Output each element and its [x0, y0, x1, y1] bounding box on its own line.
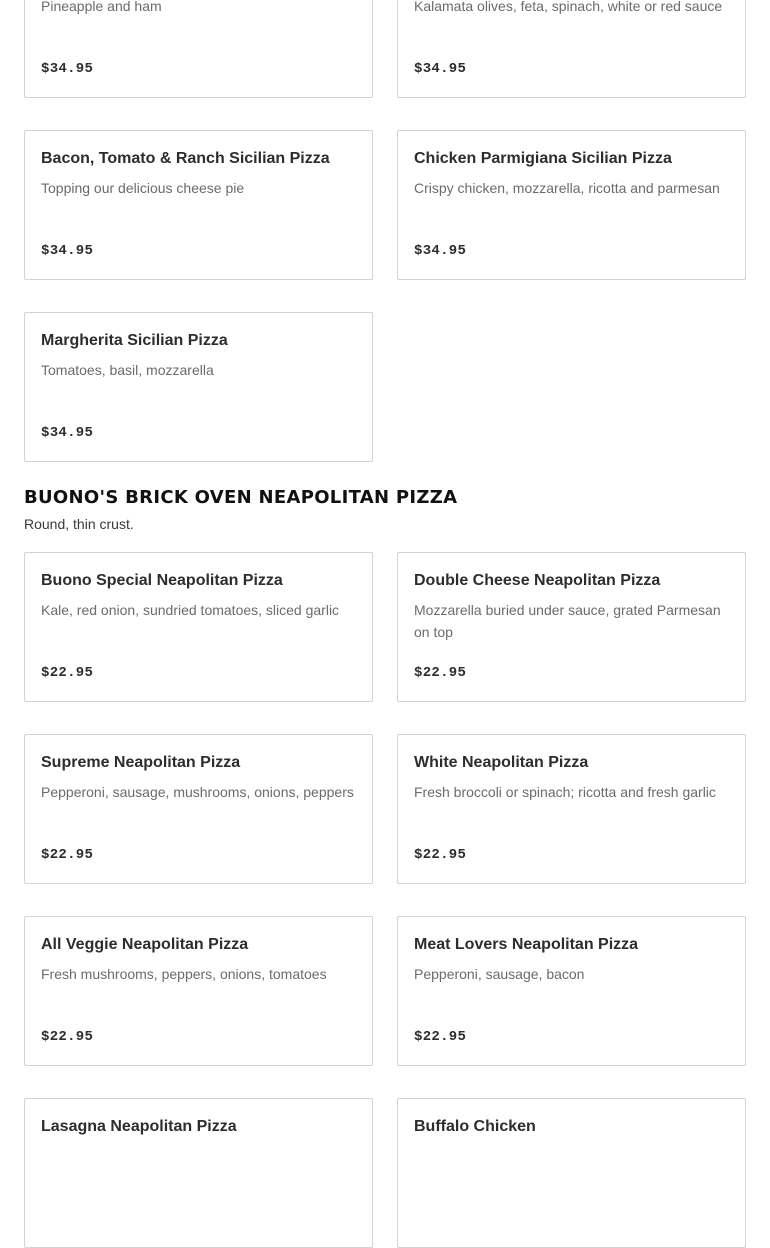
menu-item-description: Tomatoes, basil, mozzarella: [41, 362, 214, 378]
menu-item-price: $34.95: [41, 61, 94, 77]
menu-item-price: $22.95: [414, 847, 467, 863]
menu-item-name: Chicken Parmigiana Sicilian Pizza: [414, 150, 672, 167]
menu-item-price: $34.95: [41, 243, 94, 259]
menu-item-card[interactable]: [24, 130, 373, 280]
menu-item-description: Fresh broccoli or spinach; ricotta and fresh garlic: [414, 784, 716, 800]
menu-item-price: $34.95: [41, 425, 94, 441]
menu-item-card[interactable]: [397, 734, 746, 884]
menu-item-card[interactable]: [24, 312, 373, 462]
menu-item-name: All Veggie Neapolitan Pizza: [41, 936, 249, 953]
section-subtitle: Round, thin crust.: [24, 516, 134, 532]
menu-item-card[interactable]: [24, 0, 373, 98]
menu-item-description: Fresh mushrooms, peppers, onions, tomatoes: [41, 966, 327, 982]
menu-item-description: Mozzarella buried under sauce, grated Parmesan on top: [414, 602, 721, 640]
menu-item-card[interactable]: [24, 552, 373, 702]
menu-item-price: $22.95: [41, 665, 94, 681]
menu-item-card[interactable]: [397, 552, 746, 702]
menu-item-description: Pepperoni, sausage, bacon: [414, 966, 585, 982]
menu-item-name: White Neapolitan Pizza: [414, 754, 589, 771]
menu-item-name: Meat Lovers Neapolitan Pizza: [414, 936, 639, 953]
menu-item-price: $22.95: [414, 1029, 467, 1045]
menu-item-name: Buono Special Neapolitan Pizza: [41, 572, 283, 589]
menu-item-price: $22.95: [41, 847, 94, 863]
menu-item-price: $22.95: [414, 665, 467, 681]
menu-item-price: $22.95: [41, 1029, 94, 1045]
menu-item-description: Kale, red onion, sundried tomatoes, sliced garlic: [41, 602, 340, 618]
menu-item-name: Double Cheese Neapolitan Pizza: [414, 572, 661, 589]
menu-item-name: Buffalo Chicken: [414, 1118, 536, 1135]
menu-item-card[interactable]: [397, 916, 746, 1066]
menu-item-name: Margherita Sicilian Pizza: [41, 332, 228, 349]
menu-item-card[interactable]: [24, 1098, 373, 1248]
menu-item-description: Kalamata olives, feta, spinach, white or red sauce: [414, 0, 723, 14]
section-title: BUONO'S BRICK OVEN NEAPOLITAN PIZZA: [24, 487, 458, 508]
menu-item-card[interactable]: [397, 130, 746, 280]
menu-item-description: Crispy chicken, mozzarella, ricotta and parmesan: [414, 180, 720, 196]
menu-item-name: Supreme Neapolitan Pizza: [41, 754, 241, 771]
menu-item-description: Topping our delicious cheese pie: [41, 180, 245, 196]
menu-item-description: Pineapple and ham: [41, 0, 162, 14]
menu-item-description: Pepperoni, sausage, mushrooms, onions, peppers: [41, 784, 354, 800]
menu-item-card[interactable]: [397, 0, 746, 98]
menu-item-name: Lasagna Neapolitan Pizza: [41, 1118, 237, 1135]
menu-item-price: $34.95: [414, 243, 467, 259]
menu-item-price: $34.95: [414, 61, 467, 77]
menu-item-name: Bacon, Tomato & Ranch Sicilian Pizza: [41, 150, 330, 167]
menu-item-card[interactable]: [24, 734, 373, 884]
menu-item-card[interactable]: [24, 916, 373, 1066]
menu-item-card[interactable]: [397, 1098, 746, 1248]
